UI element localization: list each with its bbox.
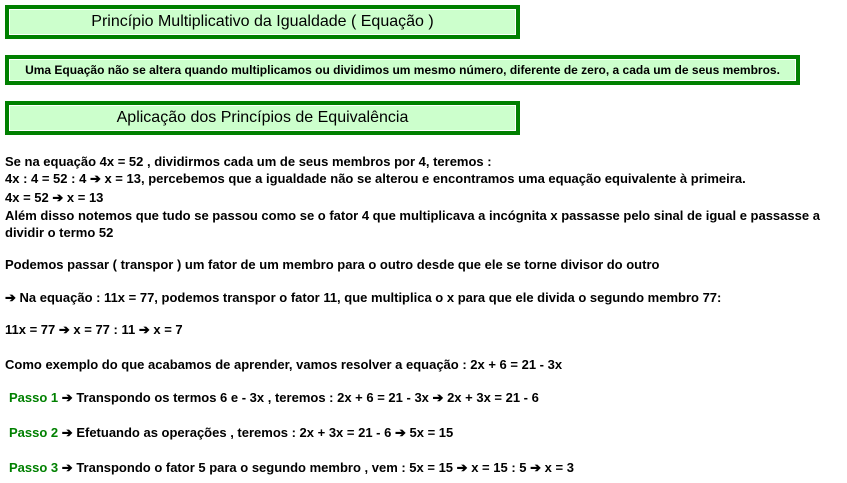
right-arrow-icon: ➔ bbox=[432, 390, 444, 405]
line-text: x = 7 bbox=[153, 322, 183, 337]
step-3 bbox=[9, 460, 574, 476]
step-label: Passo 2 bbox=[9, 425, 59, 440]
step-2 bbox=[9, 425, 453, 441]
paragraph-line-2 bbox=[5, 171, 746, 187]
paragraph-line-9: Como exemplo do que acabamos de aprender, vamos resolver a equação : 2x + 6 = 21 - 3x bbox=[5, 357, 563, 372]
title-multiplicative-principle: Princípio Multiplicativo da Igualdade ( Equação ) bbox=[9, 9, 516, 35]
title-box-multiplicative-principle bbox=[5, 5, 520, 39]
right-arrow-icon: ➔ bbox=[138, 322, 150, 337]
right-arrow-icon: ➔ bbox=[52, 190, 64, 205]
line-text: 11x = 77 bbox=[5, 322, 56, 337]
step-text: x = 15 : 5 bbox=[471, 460, 527, 475]
paragraph-line-7 bbox=[5, 290, 721, 306]
paragraph-line-1: Se na equação 4x = 52 , dividirmos cada um de seus membros por 4, teremos : bbox=[5, 154, 492, 169]
step-1 bbox=[9, 390, 539, 406]
paragraph-line-5: dividir o termo 52 bbox=[5, 225, 114, 240]
paragraph-line-3 bbox=[5, 190, 103, 206]
right-arrow-icon: ➔ bbox=[61, 390, 73, 405]
line-text: Na equação : 11x = 77, podemos transpor o fator 11, que multiplica o x para que ele divida o segundo membro 77: bbox=[19, 290, 722, 305]
paragraph-line-6: Podemos passar ( transpor ) um fator de um membro para o outro desde que ele se torne divisor do outro bbox=[5, 257, 660, 272]
step-text: Transpondo o fator 5 para o segundo membro , vem : 5x = 15 bbox=[76, 460, 454, 475]
title-equivalence: Aplicação dos Princípios de Equivalência bbox=[9, 105, 516, 131]
right-arrow-icon: ➔ bbox=[456, 460, 468, 475]
paragraph-line-4: Além disso notemos que tudo se passou como se o fator 4 que multiplicava a incógnita x passasse pelo sinal de igual e passasse a bbox=[5, 208, 820, 223]
line-text: x = 77 : 11 bbox=[73, 322, 136, 337]
step-text: x = 3 bbox=[544, 460, 574, 475]
right-arrow-icon: ➔ bbox=[5, 290, 16, 305]
rule-box bbox=[5, 55, 800, 85]
right-arrow-icon: ➔ bbox=[58, 322, 70, 337]
right-arrow-icon: ➔ bbox=[61, 425, 73, 440]
step-text: Transpondo os termos 6 e - 3x , teremos : 2x + 6 = 21 - 3x bbox=[76, 390, 429, 405]
right-arrow-icon: ➔ bbox=[530, 460, 542, 475]
line-text: x = 13, percebemos que a igualdade não se alterou e encontramos uma equação equivalente à primeira. bbox=[104, 171, 746, 186]
step-text: 5x = 15 bbox=[409, 425, 454, 440]
rule-text: Uma Equação não se altera quando multiplicamos ou dividimos um mesmo número, diferente de zero, a cada um de seus membros. bbox=[9, 59, 796, 81]
paragraph-line-8 bbox=[5, 322, 183, 338]
step-text: Efetuando as operações , teremos : 2x + 3x = 21 - 6 bbox=[76, 425, 392, 440]
line-text: 4x : 4 = 52 : 4 bbox=[5, 171, 87, 186]
step-label: Passo 1 bbox=[9, 390, 59, 405]
right-arrow-icon: ➔ bbox=[89, 171, 101, 186]
right-arrow-icon: ➔ bbox=[394, 425, 406, 440]
step-label: Passo 3 bbox=[9, 460, 59, 475]
step-text: 2x + 3x = 21 - 6 bbox=[447, 390, 539, 405]
title-box-equivalence bbox=[5, 101, 520, 135]
line-text: x = 13 bbox=[66, 190, 104, 205]
right-arrow-icon: ➔ bbox=[61, 460, 73, 475]
line-text: 4x = 52 bbox=[5, 190, 49, 205]
